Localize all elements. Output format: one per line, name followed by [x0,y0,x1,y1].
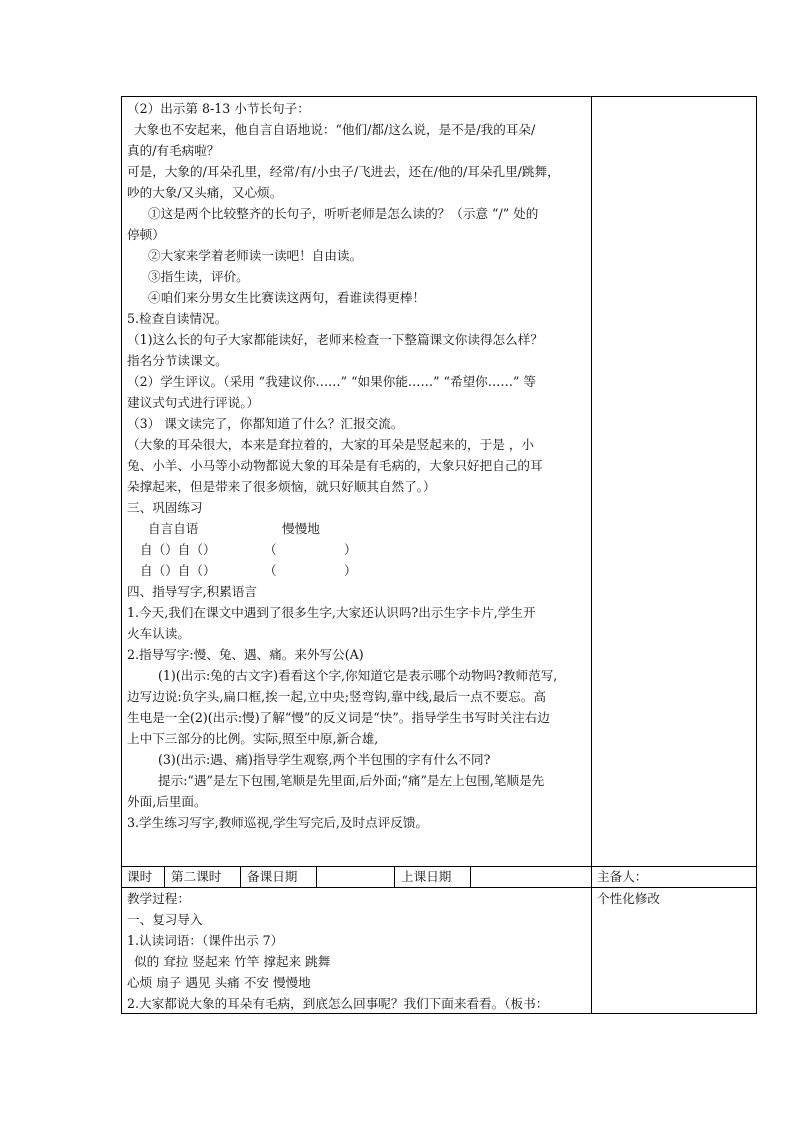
text-line: 2.指导写字:慢、兔、遇、痛。来外写公(A) [127,647,364,662]
text-line: 似的 耷拉 竖起来 竹竿 撑起来 跳舞 [134,954,331,969]
cell-divider [591,866,592,888]
text-line: 火车认读。 [127,626,190,641]
text-line: 教学过程： [127,891,190,906]
text-line: 兔、小羊、小马等小动物都说大象的耳朵是有毛病的，大象只好把自己的耳 [127,458,543,473]
text-line: ④咱们来分男女生比赛读这两句，看谁读得更棒！ [148,290,426,305]
exercise-label: 自言自语 [148,521,199,536]
column-divider [591,96,592,867]
exercise-row: 自（）自（） [140,542,216,557]
text-line: 边写边说:负字头,扁口框,挨一起,立中央;竖弯钩,靠中线,最后一点不要忘。高 [127,689,546,704]
cell-divider [240,866,241,888]
exercise-row: 自（）自（） [140,563,216,578]
text-line: ③指生读，评价。 [148,269,249,284]
header-prep-date-label: 备课日期 [247,869,298,884]
text-line: 1.今天,我们在课文中遇到了很多生字,大家还认识吗?出示生字卡片,学生开 [127,605,536,620]
cell-divider [316,866,317,888]
text-line: 建议式句式进行评说。） [127,395,260,410]
cell-divider [164,866,165,888]
blank-open-paren: （ [264,542,277,557]
text-line: 心烦 扇子 遇见 头痛 不安 慢慢地 [127,975,311,990]
text-line: ①这是两个比较整齐的长句子，听听老师是怎么读的？（示意 “/” 处的 [148,206,539,221]
text-line: （大象的耳朵很大，本来是耷拉着的，大家的耳朵是竖起来的，于是 ，小 [127,437,535,452]
section-heading: 三、巩固练习 [127,500,203,515]
text-line: 吵的大象/又头痛，又心烦。 [127,185,283,200]
header-lead-preparer: 主备人： [597,869,648,884]
text-line: 真的/有毛病啦？ [127,143,220,158]
text-line: （1)这么长的句子大家都能读好，老师来检查一下整篇课文你读得怎么样？ [127,332,543,347]
blank-close-paren: ） [344,542,357,557]
text-line: (3)(出示:遇、痛)指导学生观察,两个半包围的字有什么不同? [158,752,491,767]
text-line: 生电是一全(2)(出示:慢)了解“慢”的反义词是“快”。指导学生书写时关注右边 [127,710,550,725]
blank-open-paren: （ [264,563,277,578]
header-lesson-value: 第二课时 [171,869,222,884]
cell-divider [470,866,471,888]
cell-divider [394,866,395,888]
text-line: 5.检查自读情况。 [127,311,228,326]
text-line: 外面,后里面。 [127,794,207,809]
text-line: 指名分节读课文。 [127,353,228,368]
text-line: 提示:“遇”是左下包围,笔顺是先里面,后外面;“痛”是左上包围,笔顺是先 [158,773,545,788]
header-lesson-label: 课时 [127,869,153,884]
text-line: 可是，大象的/耳朵孔里，经常/有/小虫子/飞进去，还在/他的/耳朵孔里/跳舞， [127,164,560,179]
text-line: 2.大家都说大象的耳朵有毛病，到底怎么回事呢？我们下面来看看。（板书： [127,996,549,1011]
blank-close-paren: ） [344,563,357,578]
text-line: 3.学生练习写字,教师巡视,学生写完后,及时点评反馈。 [127,815,429,830]
text-line: （3） 课文读完了，你都知道了什么？汇报交流。 [127,416,404,431]
text-line: 大象也不安起来，他自言自语地说：“他们/都/这么说，是不是/我的耳朵/ [134,122,536,137]
side-column-label: 个性化修改 [597,891,660,906]
text-line: （2）出示第 8-13 小节长句子： [127,101,310,116]
header-class-date-label: 上课日期 [401,869,452,884]
text-line: ②大家来学着老师读一读吧！自由读。 [148,248,363,263]
text-line: 上中下三部分的比例。实际,照至中原,新合雄, [127,731,379,746]
text-line: 停顿） [127,227,165,242]
section-heading: 一、复习导入 [127,912,203,927]
text-line: 1.认读词语：（课件出示 7） [127,933,284,948]
exercise-label: 慢慢地 [282,521,320,536]
text-line: （2）学生评议。（采用 “我建议你……” “如果你能……” “希望你……” 等 [127,374,536,389]
column-divider [591,887,592,1014]
section-heading: 四、指导写字,积累语言 [127,584,257,599]
text-line: 朵撑起来，但是带来了很多烦恼，就只好顺其自然了。） [127,479,436,494]
text-line: (1)(出示:兔的古文字)看看这个字,你知道它是表示哪个动物吗?教师范写, [158,668,558,683]
